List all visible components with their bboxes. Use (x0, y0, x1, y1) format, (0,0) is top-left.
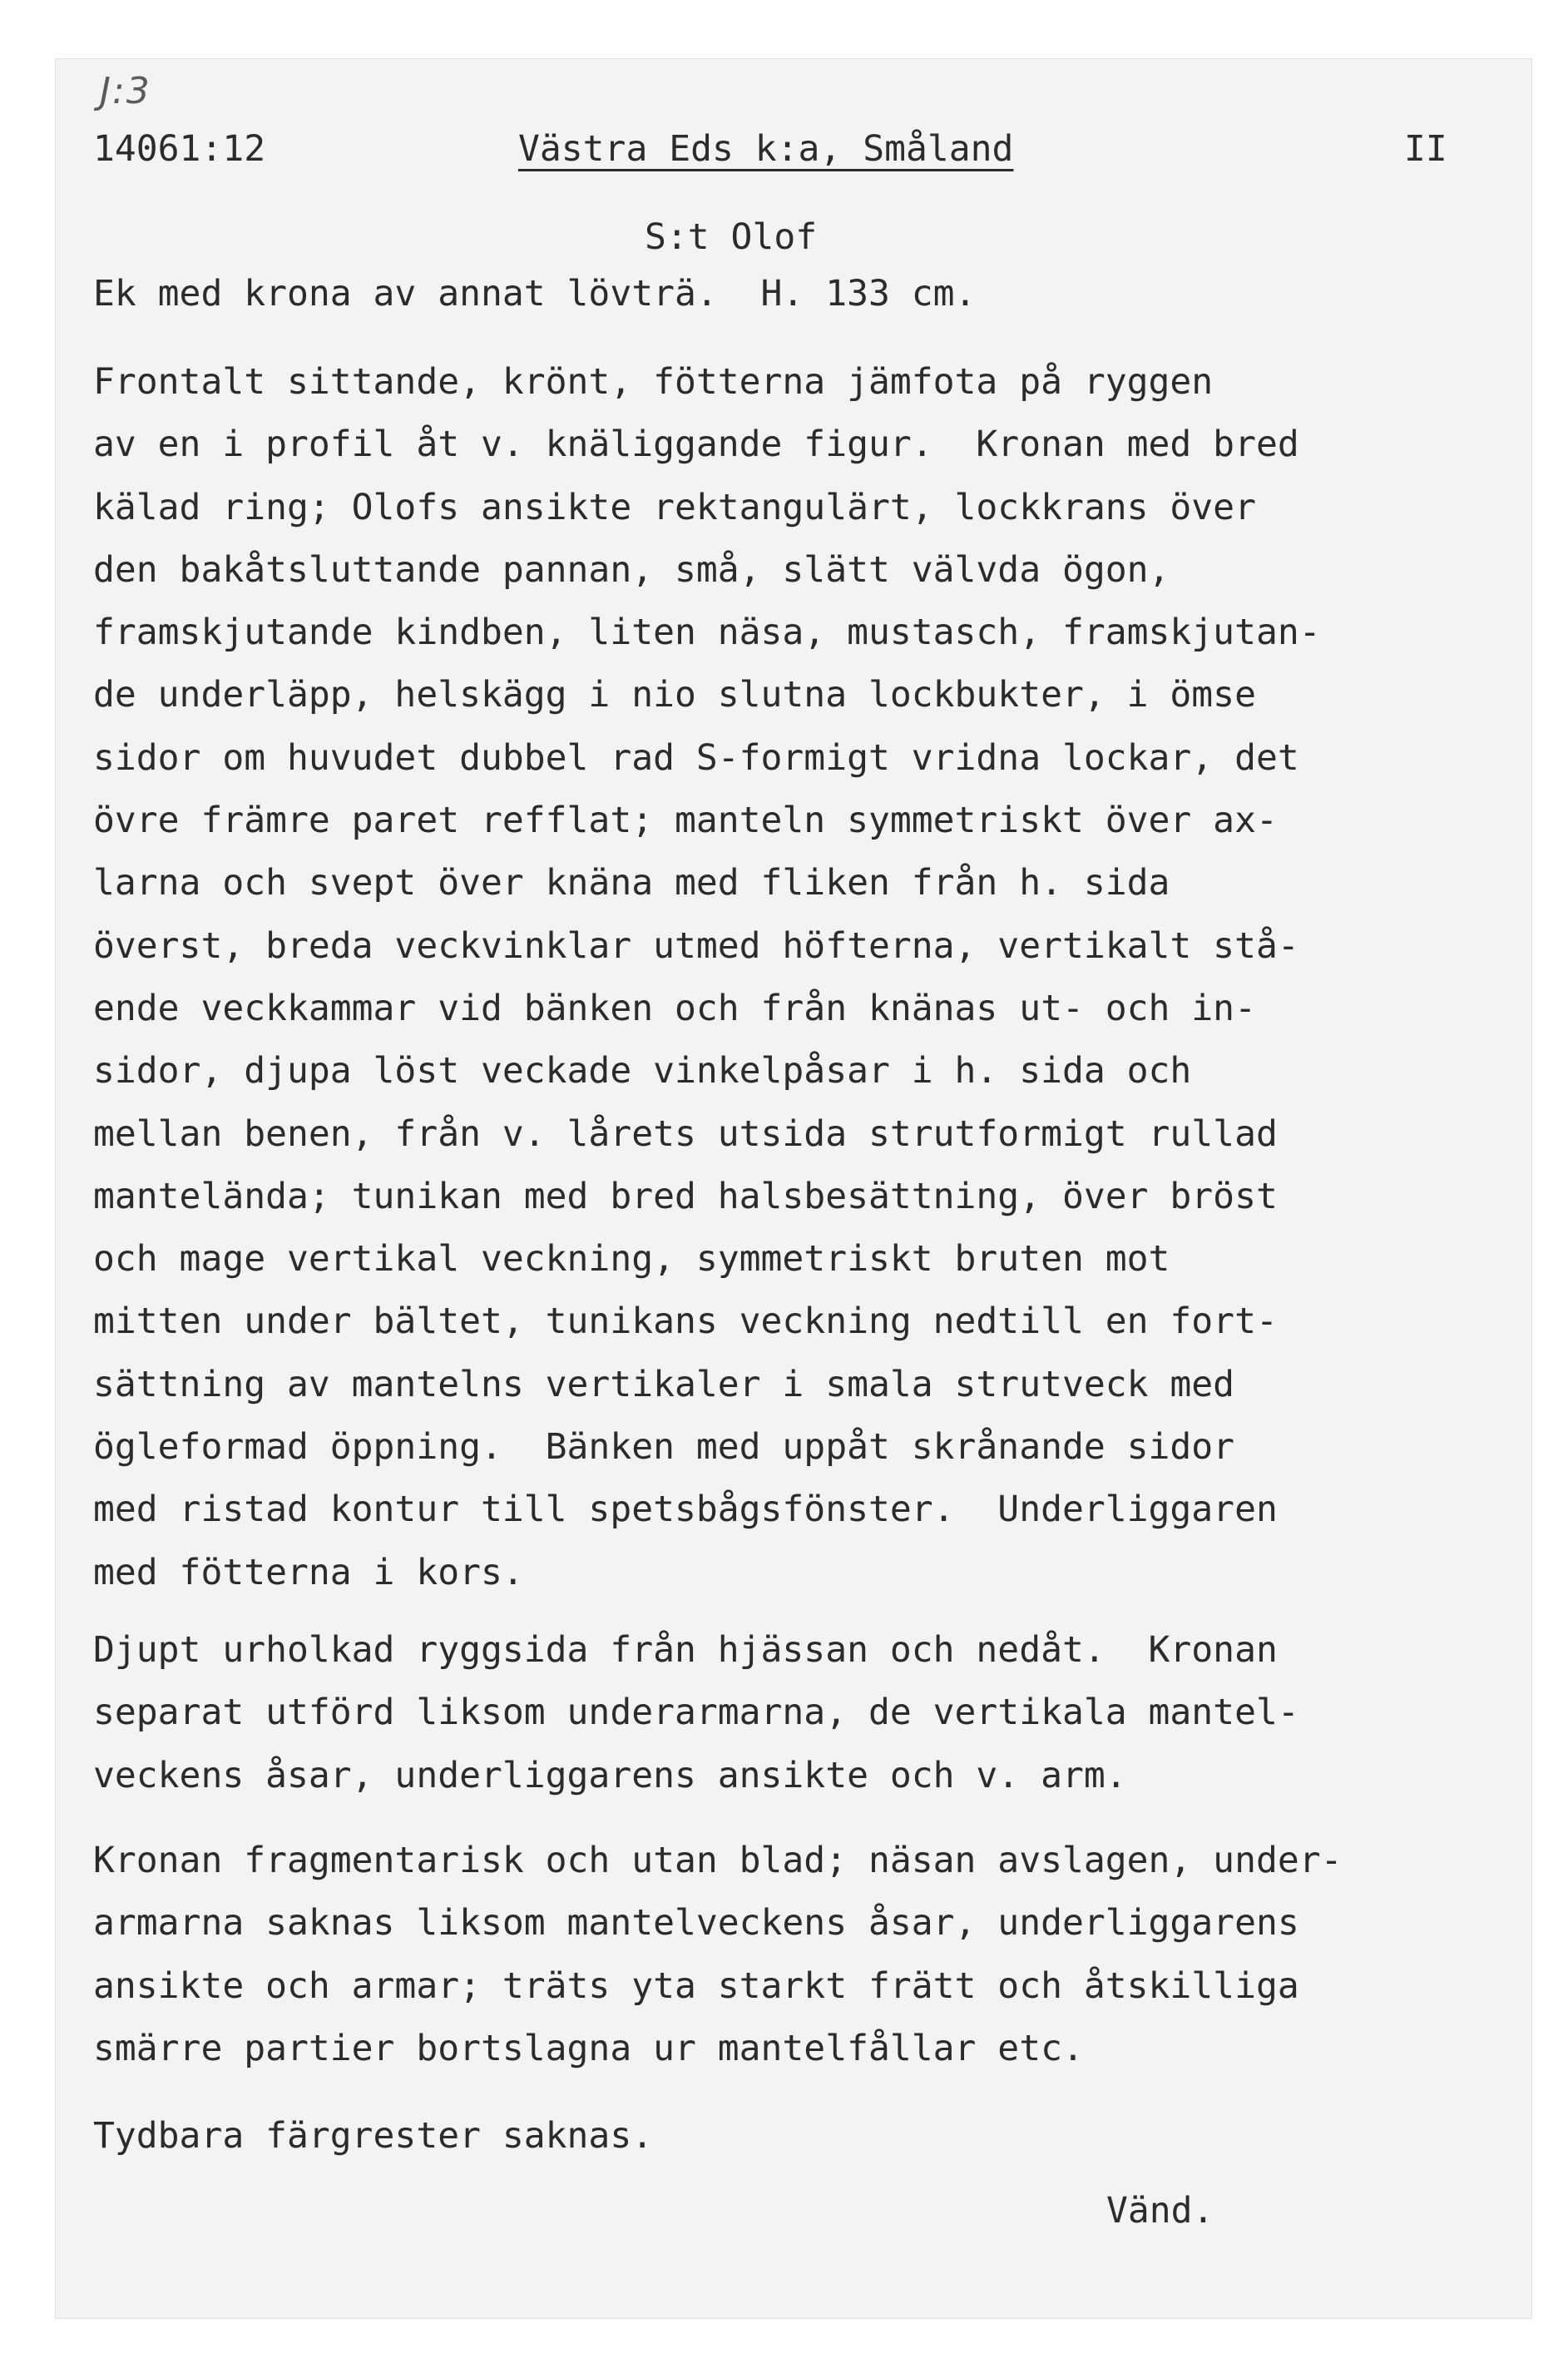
text-line: armarna saknas liksom mantelveckens åsar, underliggarens (93, 1902, 1299, 1944)
text-line: mellan benen, från v. lårets utsida strutformigt rullad (93, 1112, 1278, 1155)
text-line: de underläpp, helskägg i nio slutna lockbukter, i ömse (93, 674, 1256, 716)
text-line: den bakåtsluttande pannan, små, slätt välvda ögon, (93, 548, 1170, 591)
text-line: Djupt urholkad ryggsida från hjässan och nedåt. Kronan (93, 1629, 1278, 1671)
text-line: sidor, djupa löst veckade vinkelpåsar i h. sida och (93, 1050, 1192, 1092)
text-line: sättning av mantelns vertikaler i smala strutveck med (93, 1363, 1235, 1405)
card-number: II (1404, 128, 1447, 170)
text-line: av en i profil åt v. knäliggande figur. Kronan med bred (93, 424, 1299, 466)
text-line: larna och svept över knäna med fliken från h. sida (93, 862, 1170, 904)
text-line: ögleformad öppning. Bänken med uppåt skrånande sidor (93, 1426, 1235, 1469)
turn-over-note: Vänd. (1106, 2190, 1214, 2232)
text-line: Frontalt sittande, krönt, fötterna jämfota på ryggen (93, 361, 1214, 403)
text-line: och mage vertikal veckning, symmetriskt bruten mot (93, 1238, 1170, 1281)
handwritten-note: J:3 (100, 70, 151, 112)
text-line: separat utförd liksom underarmarna, de vertikala mantel- (93, 1692, 1299, 1734)
text-line: Tydbara färgrester saknas. (93, 2115, 654, 2157)
text-line: ansikte och armar; träts yta starkt frätt och åtskilliga (93, 1964, 1299, 2007)
condition-paragraph (93, 1830, 1343, 2080)
text-line: mantelända; tunikan med bred halsbesättning, över bröst (93, 1175, 1278, 1217)
paint-note (93, 2105, 653, 2167)
text-line: smärre partier bortslagna ur mantelfållar etc. (93, 2027, 1084, 2069)
description-paragraph (93, 351, 1321, 1604)
text-line: med fötterna i kors. (93, 1551, 524, 1593)
text-line: kälad ring; Olofs ansikte rektangulärt, lockkrans över (93, 486, 1256, 528)
material-line: Ek med krona av annat lövträ. H. 133 cm. (93, 273, 977, 315)
catalog-number: 14061:12 (93, 128, 266, 170)
construction-paragraph (93, 1619, 1299, 1807)
text-line: sidor om huvudet dubbel rad S-formigt vridna lockar, det (93, 736, 1299, 779)
text-line: Kronan fragmentarisk och utan blad; näsan avslagen, under- (93, 1840, 1343, 1881)
text-line: mitten under bältet, tunikans veckning nedtill en fort- (93, 1300, 1278, 1343)
text-line: veckens åsar, underliggarens ansikte och v. arm. (93, 1754, 1127, 1796)
text-line: övre främre paret refflat; manteln symmetriskt över ax- (93, 800, 1278, 842)
subject-title: S:t Olof (645, 216, 818, 258)
text-line: ende veckkammar vid bänken och från knänas ut- och in- (93, 987, 1256, 1029)
text-line: med ristad kontur till spetsbågsfönster. Underliggaren (93, 1489, 1278, 1531)
text-line: överst, breda veckvinklar utmed höfterna, vertikalt stå- (93, 924, 1299, 967)
location-title: Västra Eds k:a, Småland (518, 128, 1014, 170)
text-line: framskjutande kindben, liten näsa, mustasch, framskjutan- (93, 612, 1321, 654)
